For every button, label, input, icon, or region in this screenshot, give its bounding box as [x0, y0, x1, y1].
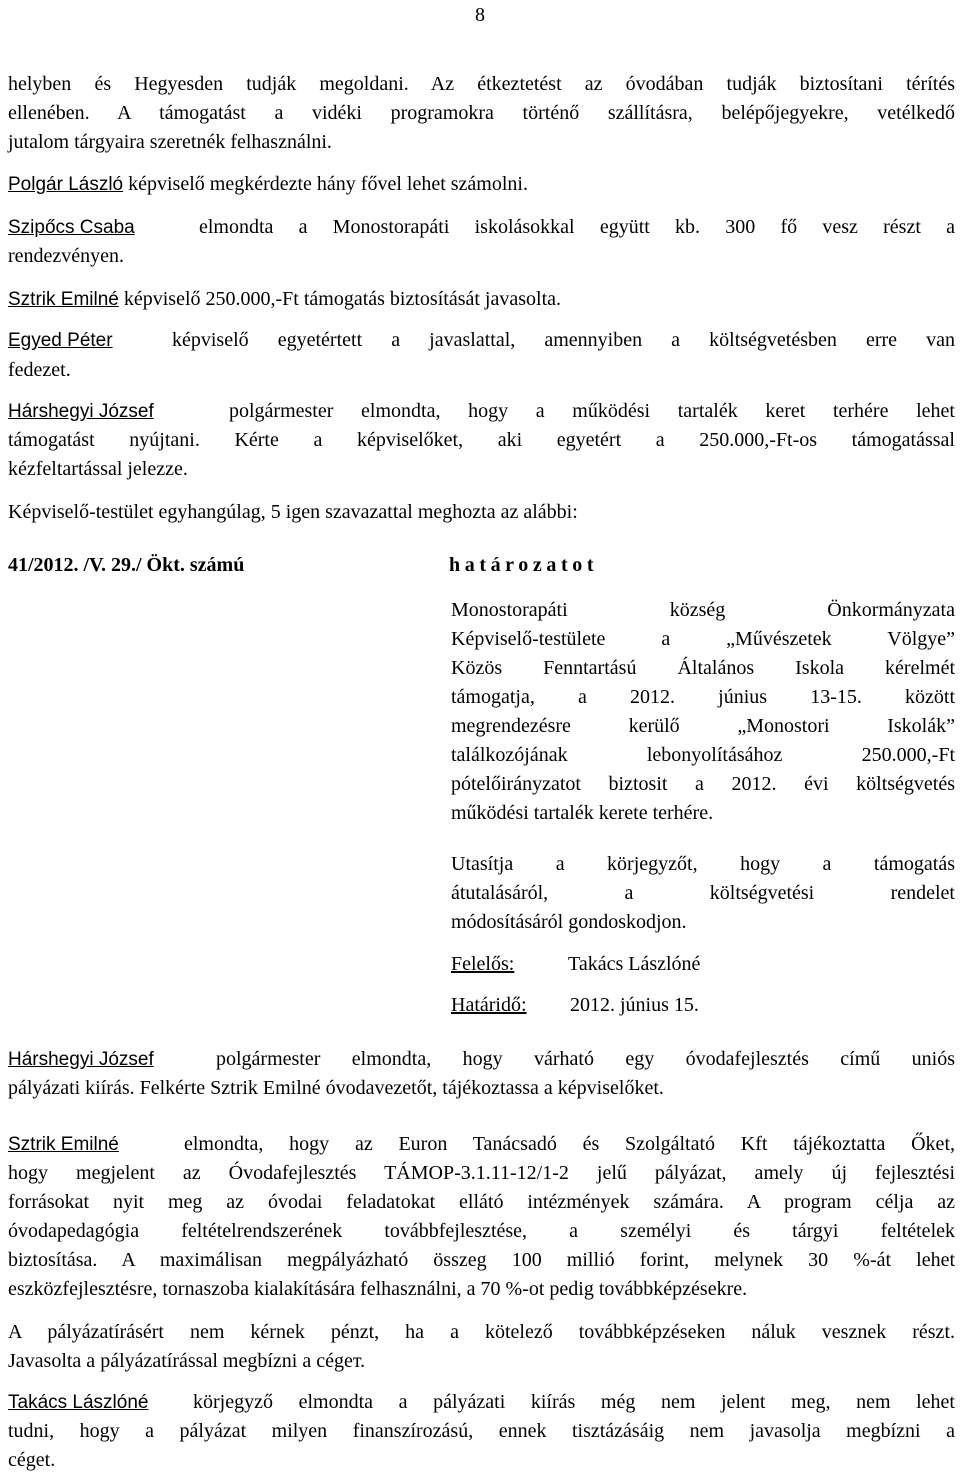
- resolution-body-line: Közös Fenntartású Általános Iskola kérelmét: [451, 657, 955, 679]
- speaker-name: Sztrik Emilné: [8, 289, 119, 310]
- paragraph-line: helyben és Hegyesden tudják megoldani. Az étkeztetést az óvodában tudják biztosítani térítés: [8, 73, 955, 95]
- speaker-name: Szipőcs Csaba: [8, 217, 135, 238]
- page-number: 8: [475, 4, 485, 26]
- paragraph-line: céget.: [8, 1449, 56, 1471]
- deadline-line: [451, 993, 955, 1017]
- paragraph-line: támogatást nyújtani. Kérte a képviselőket, aki egyetért a 250.000,-Ft-os támogatással: [8, 429, 955, 451]
- paragraph-line: óvodapedagógia feltételrendszerének továbbfejlesztése, a személyi és tárgyi feltételek: [8, 1220, 955, 1242]
- speaker-text: elmondta a Monostorapáti iskolásokkal együtt kb. 300 fő vesz részt a: [199, 216, 955, 238]
- speaker-line: [8, 1390, 955, 1415]
- paragraph-line: forrásokat nyit meg az óvodai feladatokat ellátó intézmények számára. A program célja az: [8, 1191, 955, 1213]
- speaker-name: Sztrik Emilné: [8, 1134, 119, 1155]
- paragraph-line: rendezvényen.: [8, 245, 125, 267]
- speaker-line: [8, 328, 955, 353]
- resolution-instruction-line: módosításáról gondoskodjon.: [451, 911, 687, 933]
- speaker-name: Egyed Péter: [8, 330, 113, 351]
- paragraph-line: jutalom tárgyaira szeretnék felhasználni.: [8, 131, 332, 153]
- speaker-line: [8, 1047, 955, 1072]
- deadline-label: Határidő:: [451, 994, 527, 1016]
- speaker-text: polgármester elmondta, hogy a működési tartalék keret terhére lehet: [229, 400, 955, 422]
- paragraph-line: A pályázatírásért nem kérnek pénzt, ha a kötelező továbbképzéseken náluk vesznek részt.: [8, 1321, 955, 1343]
- paragraph-line: pályázati kiírás. Felkérte Sztrik Emilné óvodavezetőt, tájékoztassa a képviselőket.: [8, 1077, 664, 1099]
- resolution-body-line: támogatja, a 2012. június 13-15. között: [451, 686, 955, 708]
- speaker-text: körjegyző elmondta a pályázati kiírás még nem jelent meg, nem lehet: [193, 1391, 955, 1413]
- speaker-text: képviselő 250.000,-Ft támogatás biztosítását javasolta.: [118, 288, 561, 310]
- resolution-body-line: találkozójának lebonyolításához 250.000,-Ft: [451, 744, 955, 766]
- paragraph-line: Képviselő-testület egyhangúlag, 5 igen szavazattal meghozta az alábbi:: [8, 501, 578, 523]
- paragraph-line: biztosítása. A maximálisan megpályázható összeg 100 millió forint, melynek 30 %-át lehet: [8, 1249, 955, 1271]
- paragraph-line: tudni, hogy a pályázat milyen finanszírozású, ennek tisztázásáig nem javasolja megbízni a: [8, 1420, 955, 1442]
- deadline-value: 2012. június 15.: [570, 994, 699, 1016]
- paragraph-line: eszközfejlesztésre, tornaszoba kialakítására felhasználni, a 70 %-ot pedig továbbképzésekre.: [8, 1278, 748, 1300]
- paragraph-line: Javasolta a pályázatírással megbízni a cégет.: [8, 1350, 366, 1372]
- resolution-number: 41/2012. /V. 29./ Ökt. számú: [8, 554, 245, 576]
- speaker-text: képviselő megkérdezte hány fővel lehet számolni.: [123, 173, 528, 195]
- responsible-label: Felelős:: [451, 953, 515, 975]
- paragraph-line: ellenében. A támogatást a vidéki programokra történő szállításra, belépőjegyekre, vetélkedő: [8, 102, 955, 124]
- resolution-title: határozatot: [449, 554, 599, 576]
- resolution-body-line: működési tartalék kerete terhére.: [451, 802, 714, 824]
- speaker-text: polgármester elmondta, hogy várható egy óvodafejlesztés című uniós: [216, 1048, 955, 1070]
- resolution-body-line: pótelőirányzatot biztosit a 2012. évi költségvetés: [451, 773, 955, 795]
- speaker-line: [8, 215, 955, 240]
- responsible-line: [451, 952, 955, 976]
- speaker-line: [8, 172, 955, 197]
- speaker-name: Hárshegyi József: [8, 1049, 154, 1070]
- speaker-text: képviselő egyetértett a javaslattal, amennyiben a költségvetésben erre van: [172, 329, 955, 351]
- responsible-value: Takács Lászlóné: [568, 953, 701, 975]
- resolution-instruction-line: átutalásáról, a költségvetési rendelet: [451, 882, 955, 904]
- paragraph-line: fedezet.: [8, 359, 71, 381]
- resolution-instruction-line: Utasítja a körjegyzőt, hogy a támogatás: [451, 853, 955, 875]
- speaker-line: [8, 399, 955, 424]
- resolution-body-line: Monostorapáti község Önkormányzata: [451, 599, 955, 621]
- speaker-name: Hárshegyi József: [8, 401, 154, 422]
- speaker-name: Polgár László: [8, 174, 124, 195]
- speaker-line: [8, 1132, 955, 1157]
- paragraph-line: hogy megjelent az Óvodafejlesztés TÁMOP-3.1.11-12/1-2 jelű pályázat, amely új fejlesztési: [8, 1162, 955, 1184]
- resolution-body-line: megrendezésre kerülő „Monostori Iskolák”: [451, 715, 955, 737]
- speaker-name: Takács Lászlóné: [8, 1392, 149, 1413]
- speaker-text: elmondta, hogy az Euron Tanácsadó és Szolgáltató Kft tájékoztatta Őket,: [184, 1133, 955, 1155]
- speaker-line: [8, 287, 955, 312]
- paragraph-line: kézfeltartással jelezze.: [8, 458, 188, 480]
- resolution-body-line: Képviselő-testülete a „Művészetek Völgye”: [451, 628, 955, 650]
